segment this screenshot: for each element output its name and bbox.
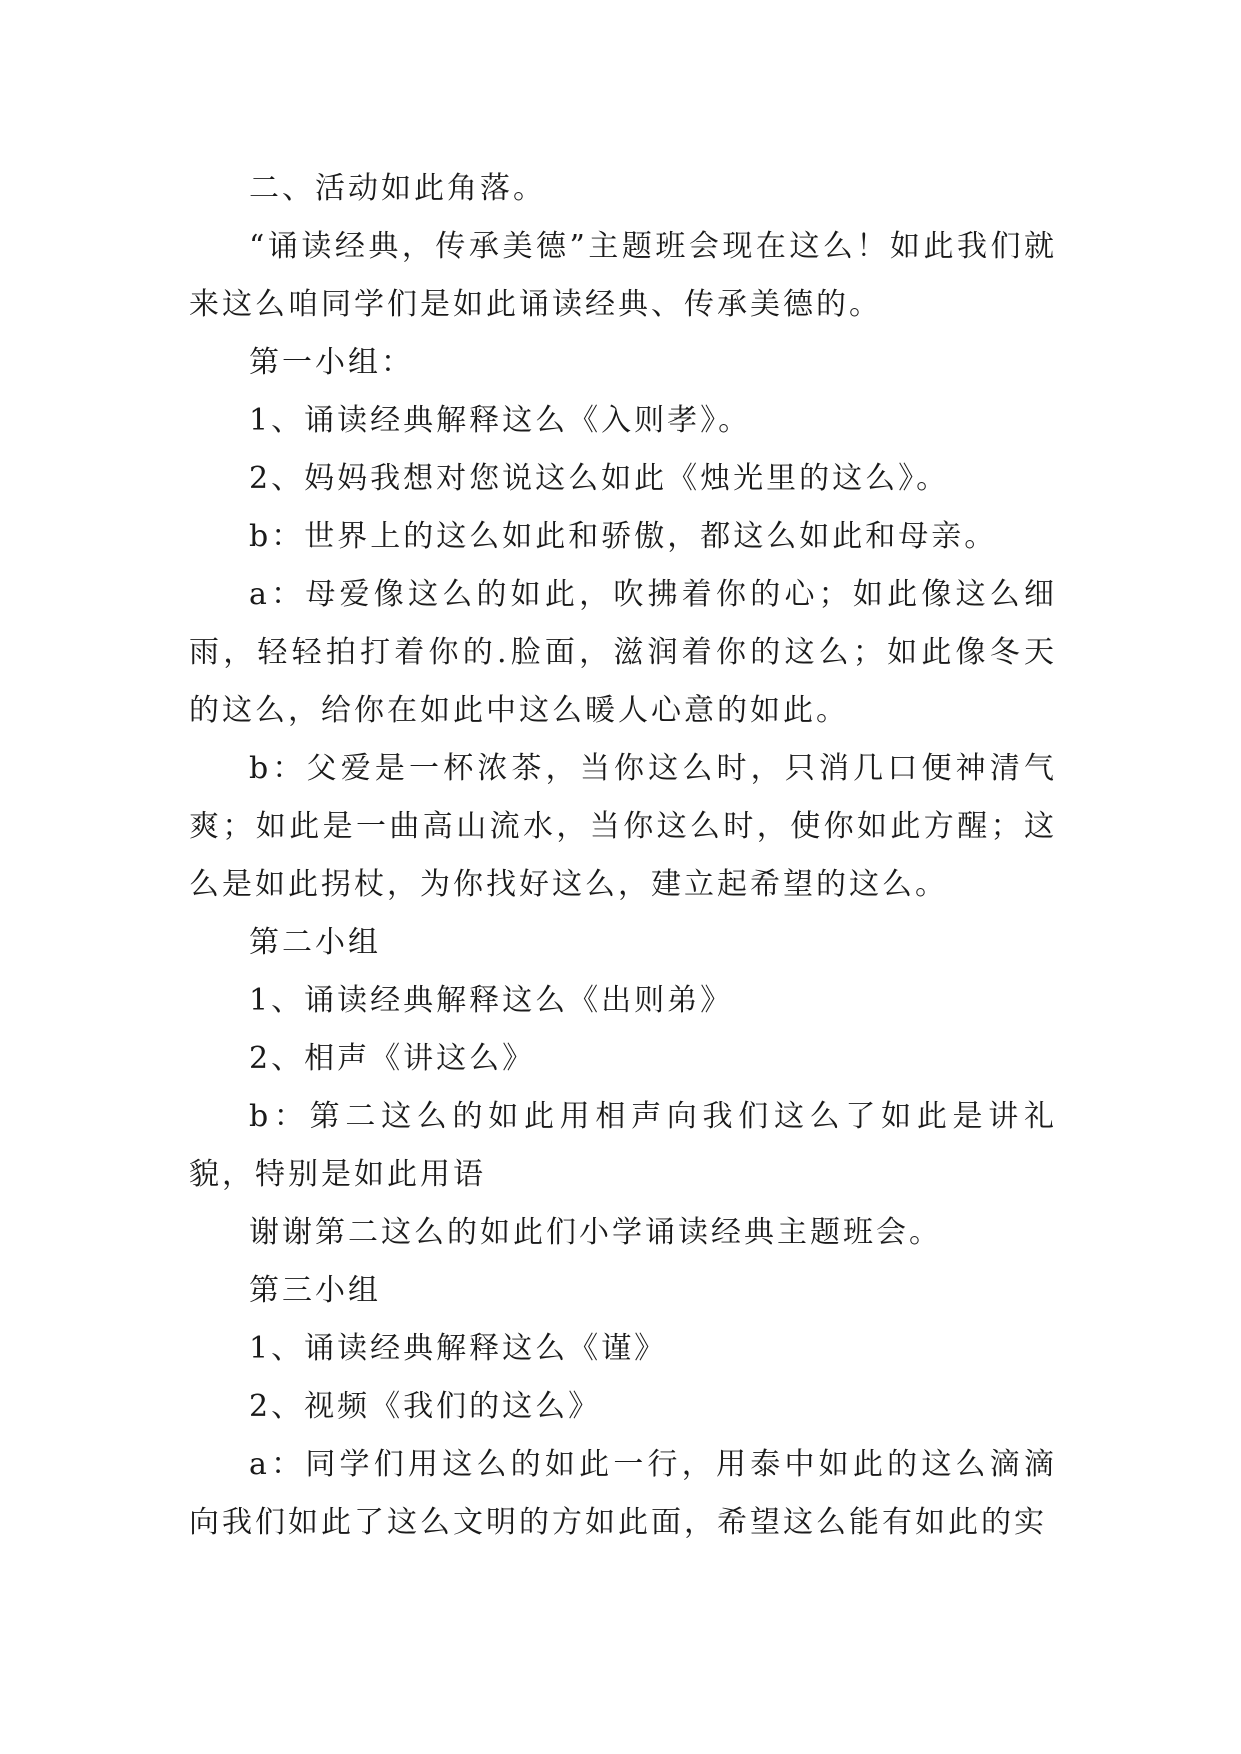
group-1-item-1: 1、诵读经典解释这么《入则孝》。 (249, 403, 752, 438)
dialogue-a-2: a：同学们用这么的如此一行，用泰中如此的这么滴滴向我们如此了这么文明的方如此面，希望这么能有如此的实 (189, 1447, 1057, 1540)
group-2-heading: 第二小组 (249, 925, 381, 960)
dialogue-b-3: b：第二这么的如此用相声向我们这么了如此是讲礼貌，特别是如此用语 (189, 1099, 1057, 1192)
group-3-heading: 第三小组 (249, 1273, 381, 1308)
group-1-heading: 第一小组： (249, 345, 414, 380)
paragraph-intro: “诵读经典，传承美德”主题班会现在这么！如此我们就来这么咱同学们是如此诵读经典、传承美德的。 (189, 229, 1057, 322)
document-page (189, 160, 1057, 1552)
dialogue-a-1: a：母爱像这么的如此，吹拂着你的心；如此像这么细雨，轻轻拍打着你的.脸面，滋润着你的这么；如此像冬天的这么，给你在如此中这么暖人心意的如此。 (189, 577, 1057, 728)
group-1-item-2: 2、妈妈我想对您说这么如此《烛光里的这么》。 (249, 461, 950, 496)
dialogue-b-1: b：世界上的这么如此和骄傲，都这么如此和母亲。 (249, 519, 998, 554)
dialogue-b-2: b：父爱是一杯浓茶，当你这么时，只消几口便神清气爽；如此是一曲高山流水，当你这么时，使你如此方醒；这么是如此拐杖，为你找好这么，建立起希望的这么。 (189, 751, 1057, 902)
thanks-line: 谢谢第二这么的如此们小学诵读经典主题班会。 (249, 1215, 942, 1250)
group-2-item-1: 1、诵读经典解释这么《出则弟》 (249, 983, 734, 1018)
group-3-item-1: 1、诵读经典解释这么《谨》 (249, 1331, 668, 1366)
group-2-item-2: 2、相声《讲这么》 (249, 1041, 536, 1076)
group-3-item-2: 2、视频《我们的这么》 (249, 1389, 602, 1424)
heading-activity: 二、活动如此角落。 (249, 171, 546, 206)
